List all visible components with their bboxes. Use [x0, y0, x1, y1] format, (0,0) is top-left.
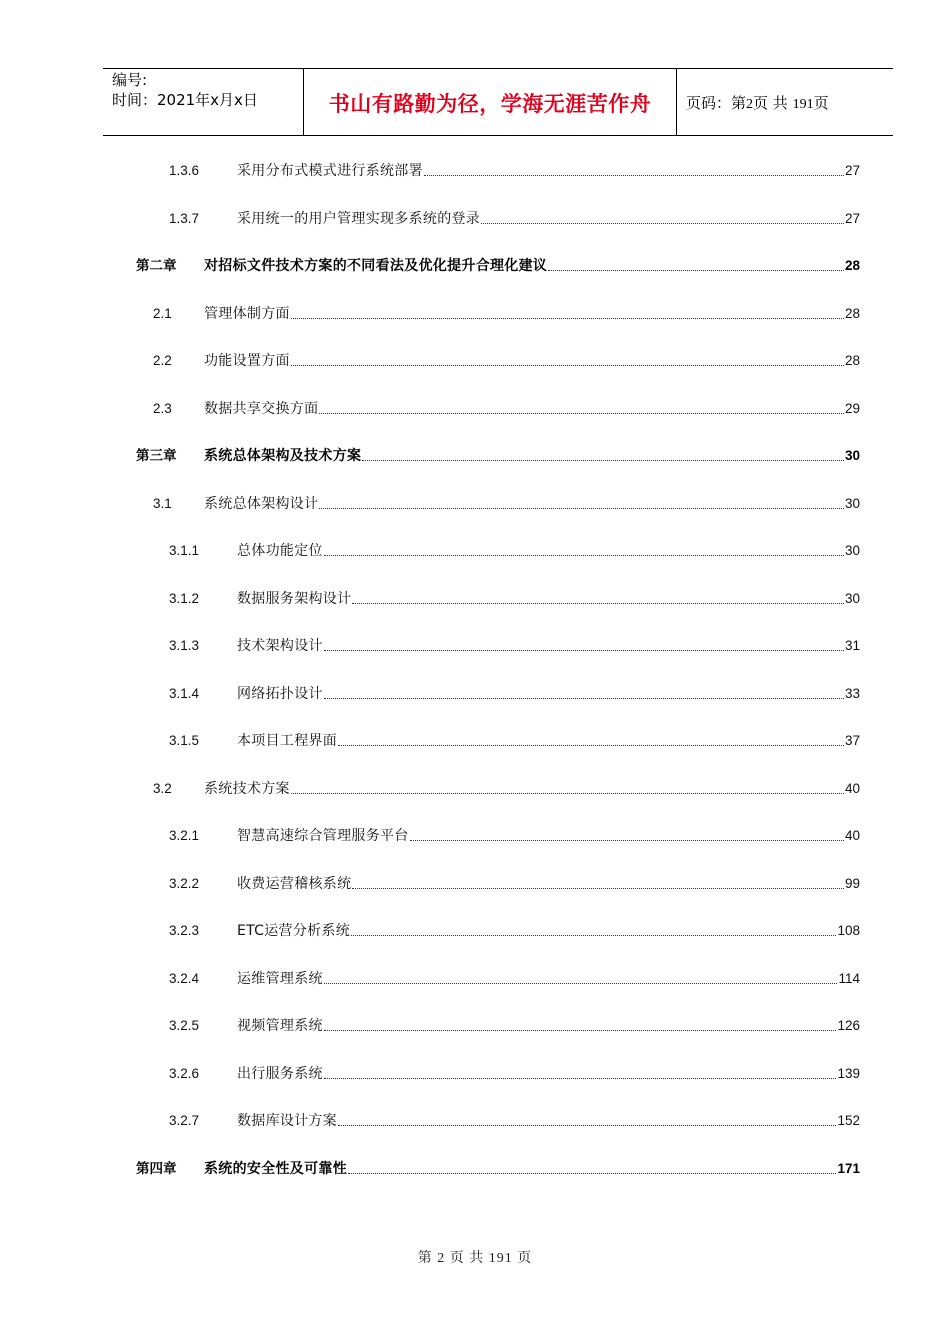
toc-entry[interactable] — [169, 874, 860, 894]
page-prefix: 页码：第 — [686, 94, 747, 112]
toc-entry-page: 33 — [844, 685, 860, 701]
header-info-cell — [103, 69, 303, 135]
toc-dot-leader — [324, 555, 844, 556]
toc-entry-title: 视频管理系统 — [237, 1018, 323, 1034]
toc-dot-leader — [291, 318, 844, 319]
toc-entry-number: 3.1.5 — [169, 733, 200, 748]
toc-entry-page: 99 — [844, 875, 860, 891]
page-mid: 页 共 — [753, 94, 788, 112]
toc-dot-leader — [424, 175, 844, 176]
toc-entry-title: 出行服务系统 — [237, 1065, 323, 1082]
toc-dot-leader — [324, 650, 844, 651]
toc-entry[interactable] — [169, 684, 860, 704]
toc-entry-title: 系统的安全性及可靠性 — [204, 1160, 347, 1177]
toc-entry-number: 3.1.3 — [169, 638, 200, 653]
toc-dot-leader — [324, 698, 844, 699]
toc-entry-number: 3.1.2 — [169, 590, 200, 606]
toc-entry-title: 网络拓扑设计 — [237, 685, 323, 702]
toc-entry-title: 数据共享交换方面 — [204, 400, 319, 417]
header-page-cell — [677, 69, 893, 135]
toc-dot-leader — [352, 888, 844, 889]
toc-entry-page: 30 — [844, 448, 860, 463]
toc-entry-page: 139 — [837, 1065, 860, 1081]
toc-entry[interactable] — [169, 161, 860, 181]
toc-entry-number: 3.1.1 — [169, 543, 200, 558]
toc-entry[interactable] — [169, 969, 860, 989]
toc-entry-title: 智慧高速综合管理服务平台 — [237, 828, 409, 844]
page-footer: 第 2 页 共 191 页 — [417, 1251, 533, 1266]
toc-dot-leader — [338, 745, 844, 746]
toc-entry-page: 30 — [844, 590, 860, 606]
toc-chapter-entry[interactable] — [136, 446, 860, 466]
toc-entry-page: 126 — [837, 1018, 860, 1033]
toc-dot-leader — [291, 793, 844, 794]
toc-entry-number: 3.2.6 — [169, 1065, 200, 1081]
toc-entry-title: 系统技术方案 — [204, 780, 290, 797]
toc-entry-number: 3.2.5 — [169, 1018, 200, 1033]
toc-dot-leader — [481, 223, 844, 224]
toc-dot-leader — [291, 365, 844, 366]
toc-entry-title: 对招标文件技术方案的不同看法及优化提升合理化建议 — [204, 258, 548, 274]
toc-entry-number: 3.2 — [153, 780, 172, 796]
page-current: 2 — [746, 97, 754, 112]
toc-entry-number: 3.1.4 — [169, 685, 200, 701]
toc-dot-leader — [324, 983, 838, 984]
motto-text: 书山有路勤为径，学海无涯苦作舟 — [328, 92, 652, 116]
toc-dot-leader — [319, 413, 844, 414]
toc-entry[interactable] — [169, 1016, 860, 1036]
toc-entry-page: 40 — [844, 780, 860, 796]
toc-entry-number: 1.3.7 — [169, 210, 200, 226]
toc-dot-leader — [324, 1030, 837, 1031]
toc-entry-number: 2.3 — [153, 400, 172, 416]
toc-entry-title: 技术架构设计 — [237, 638, 323, 654]
toc-entry-page: 28 — [844, 258, 860, 273]
doc-number-label: 编号: — [112, 71, 148, 89]
toc-entry-title: 本项目工程界面 — [237, 733, 338, 749]
toc-entry-title: 系统总体架构及技术方案 — [204, 448, 362, 464]
toc-entry[interactable] — [169, 209, 860, 229]
toc-dot-leader — [548, 270, 844, 271]
toc-entry-number: 第二章 — [136, 258, 177, 273]
toc-dot-leader — [352, 603, 844, 604]
toc-dot-leader — [410, 840, 844, 841]
toc-entry[interactable] — [169, 541, 860, 561]
toc-entry-number: 第四章 — [136, 1160, 177, 1176]
toc-entry[interactable] — [153, 399, 860, 419]
toc-entry-title: 运维管理系统 — [237, 970, 323, 987]
toc-dot-leader — [338, 1125, 836, 1126]
toc-entry-title: 数据服务架构设计 — [237, 590, 352, 607]
toc-entry-page: 29 — [844, 400, 860, 416]
toc-entry-page: 37 — [844, 733, 860, 748]
header-page-indicator — [686, 94, 829, 114]
page-suffix: 页 — [813, 94, 829, 112]
page-total: 191 — [792, 97, 814, 112]
toc-entry-number: 3.2.3 — [169, 923, 200, 938]
toc-entry-number: 第三章 — [136, 448, 177, 463]
toc-entry-title: 管理体制方面 — [204, 305, 290, 322]
toc-entry-title: 采用统一的用户管理实现多系统的登录 — [237, 210, 481, 227]
toc-entry-page: 31 — [844, 638, 860, 653]
toc-entry[interactable] — [169, 1111, 860, 1131]
toc-entry-title: 功能设置方面 — [204, 353, 290, 369]
toc-entry[interactable] — [169, 636, 860, 656]
toc-entry-number: 2.1 — [153, 305, 172, 321]
toc-entry[interactable] — [153, 779, 860, 799]
date-label: 时间：2021年x月x日 — [112, 91, 258, 109]
toc-entry[interactable] — [153, 351, 860, 371]
toc-entry-title: 系统总体架构设计 — [204, 495, 319, 512]
toc-entry-number: 2.2 — [153, 353, 172, 368]
toc-entry-page: 27 — [844, 210, 860, 226]
toc-dot-leader — [351, 935, 836, 936]
toc-entry[interactable] — [153, 494, 860, 514]
toc-entry-page: 27 — [844, 163, 860, 178]
toc-entry-title: 采用分布式模式进行系统部署 — [237, 163, 423, 179]
toc-entry-page: 30 — [844, 495, 860, 511]
toc-entry-number: 3.2.7 — [169, 1113, 200, 1128]
toc-dot-leader — [324, 1078, 837, 1079]
toc-entry[interactable] — [169, 921, 860, 941]
toc-entry-number: 1.3.6 — [169, 163, 200, 178]
toc-entry-page: 30 — [844, 543, 860, 558]
toc-dot-leader — [319, 508, 844, 509]
toc-entry-page: 114 — [838, 970, 860, 986]
toc-entry-page: 152 — [837, 1113, 860, 1128]
toc-entry-page: 171 — [837, 1160, 860, 1176]
toc-entry-number: 3.2.4 — [169, 970, 200, 986]
toc-entry[interactable] — [169, 826, 860, 846]
toc-entry[interactable] — [169, 589, 860, 609]
toc-entry[interactable] — [153, 304, 860, 324]
toc-entry-number: 3.2.1 — [169, 828, 200, 843]
toc-chapter-entry[interactable] — [136, 256, 860, 276]
toc-entry-number: 3.1 — [153, 495, 172, 511]
header-motto-cell — [303, 69, 677, 135]
toc-entry-title: 数据库设计方案 — [237, 1113, 338, 1129]
toc-entry-page: 28 — [844, 305, 860, 321]
toc-entry-title: ETC运营分析系统 — [237, 923, 351, 939]
toc-entry-page: 40 — [844, 828, 860, 843]
toc-entry[interactable] — [169, 731, 860, 751]
toc-dot-leader — [348, 1173, 836, 1174]
toc-entry-title: 总体功能定位 — [237, 543, 323, 559]
toc-entry-title: 收费运营稽核系统 — [237, 875, 352, 892]
toc-entry-number: 3.2.2 — [169, 875, 200, 891]
toc-entry-page: 108 — [837, 923, 860, 938]
toc-chapter-entry[interactable] — [136, 1159, 860, 1179]
page-header — [103, 68, 893, 136]
toc-entry[interactable] — [169, 1064, 860, 1084]
toc-entry-page: 28 — [844, 353, 860, 368]
toc-dot-leader — [362, 460, 844, 461]
